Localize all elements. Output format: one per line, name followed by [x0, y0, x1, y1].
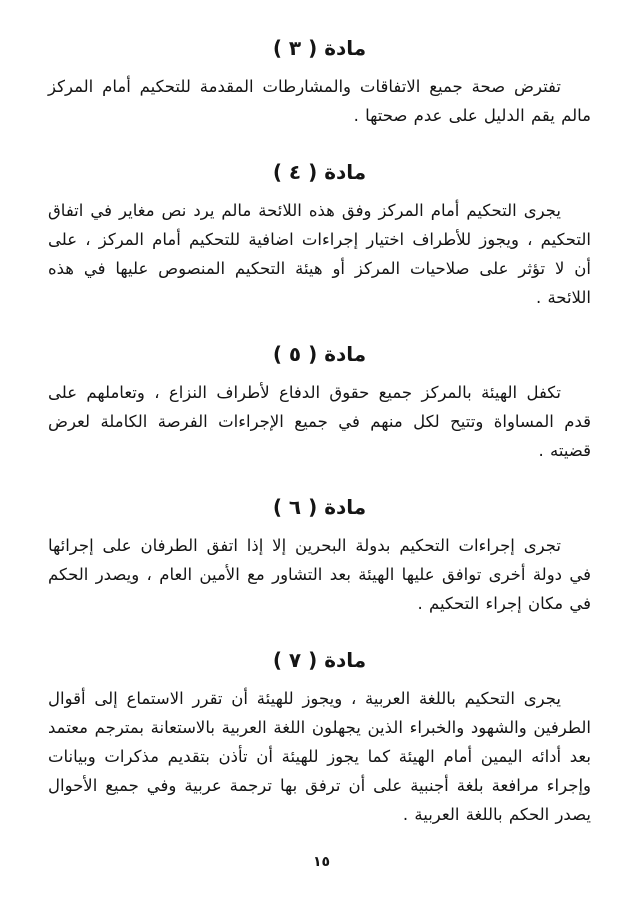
article-4	[48, 158, 591, 312]
article-5-body: تكفل الهيئة بالمركز جميع حقوق الدفاع لأطراف النزاع ، وتعاملهم على قدم المساواة وتتيح لكل منهم في جميع الإجراءات الفرصة الكاملة لعرض قضيته .	[48, 383, 591, 460]
article-3-heading: مادة ( ٣ )	[272, 36, 367, 60]
article-3-body: تفترض صحة جميع الاتفاقات والمشارطات المقدمة للتحكيم أمام المركز مالم يقم الدليل على عدم صحتها .	[48, 77, 591, 125]
article-4-heading: مادة ( ٤ )	[272, 160, 367, 184]
article-6-body: تجرى إجراءات التحكيم بدولة البحرين إلا إذا اتفق الطرفان على إجرائها في دولة أخرى توافق عليها الهيئة بعد التشاور مع الأمين العام ، ويصدر الحكم في مكان إجراء التحكيم .	[48, 536, 591, 613]
article-3	[48, 34, 591, 130]
article-7-heading: مادة ( ٧ )	[272, 648, 367, 672]
article-5	[48, 340, 591, 465]
article-7	[48, 646, 591, 829]
article-6	[48, 493, 591, 618]
article-7-body: يجرى التحكيم باللغة العربية ، ويجوز للهيئة أن تقرر الاستماع إلى أقوال الطرفين والشهود والخبراء الذين يجهلون اللغة العربية بالاستعانة بمترجم معتمد بعد أدائه اليمين أمام الهيئة كما يجوز للهيئة أن تأذن بتقديم مذكرات وبيانات وإجراء مرافعة بلغة أجنبية على أن ترفق بها ترجمة عربية وفي جميع الأحوال يصدر الحكم باللغة العربية .	[48, 689, 591, 824]
article-4-body: يجرى التحكيم أمام المركز وفق هذه اللائحة مالم يرد نص مغاير في اتفاق التحكيم ، ويجوز للأطراف اختيار إجراءات اضافية للتحكيم أمام المركز ، على أن لا تؤثر على صلاحيات المركز أو هيئة التحكيم المنصوص عليها في هذه اللائحة .	[48, 201, 591, 307]
article-5-heading: مادة ( ٥ )	[272, 342, 367, 366]
article-6-heading: مادة ( ٦ )	[272, 495, 367, 519]
page-number: ١٥	[312, 854, 331, 870]
